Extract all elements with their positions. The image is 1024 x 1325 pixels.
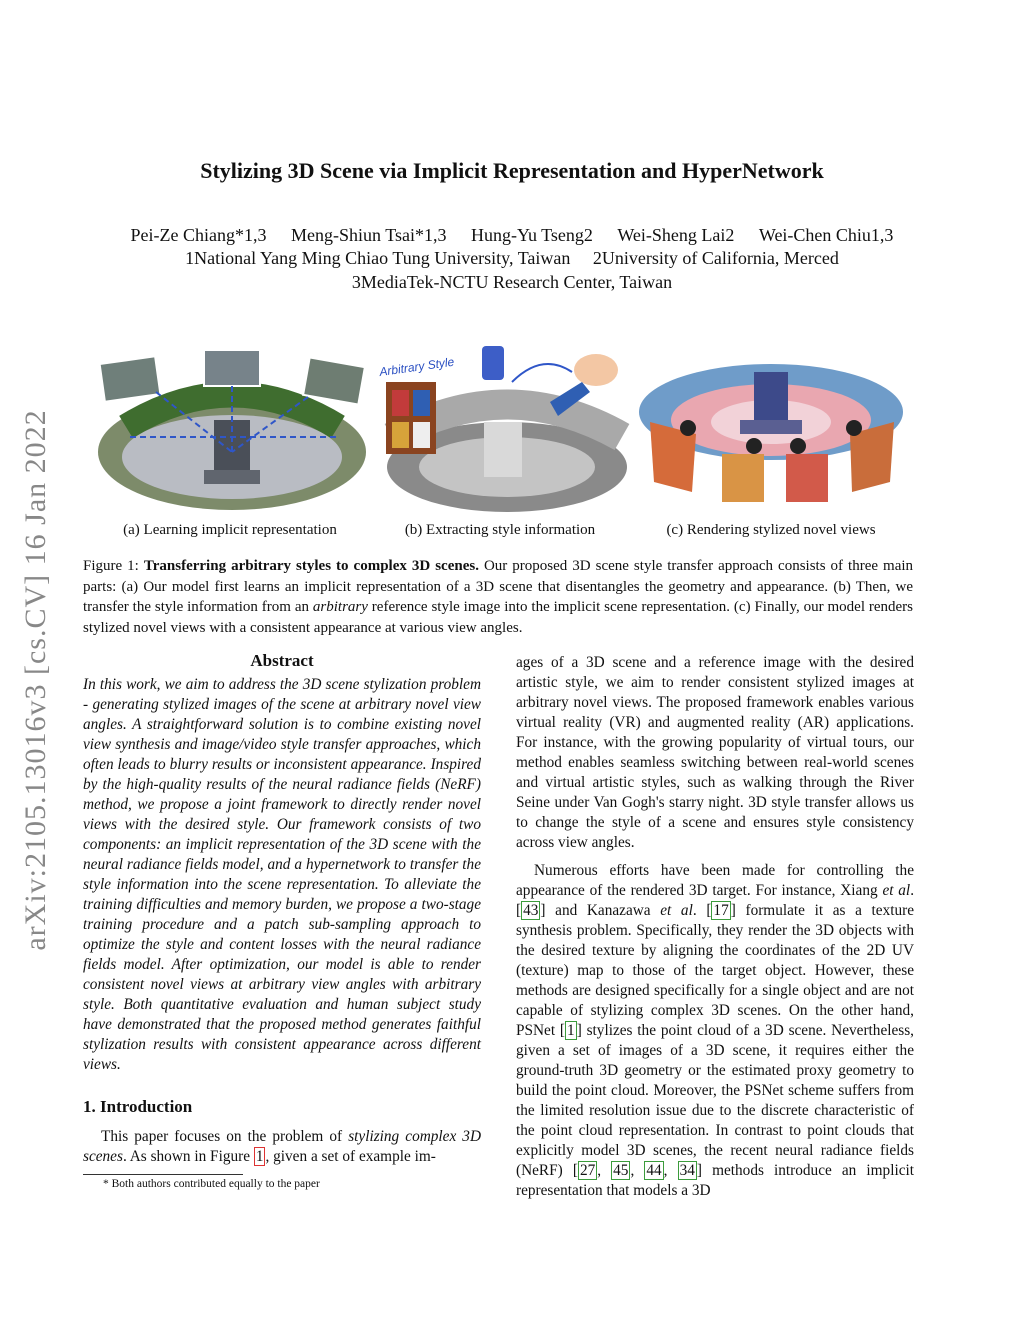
citation-link[interactable]: 43 (523, 902, 539, 919)
figure-caption-prefix: Figure 1: (83, 558, 139, 574)
figure-reference-link[interactable]: 1 (255, 1148, 264, 1165)
text-italic: et al (660, 902, 693, 919)
arxiv-id: arXiv:2105.13016v3 [cs.CV] 16 Jan 2022 (19, 409, 52, 951)
text: Numerous efforts have been made for controlling the appearance of the rendered 3D target. For instance, Xiang (516, 862, 914, 899)
abstract-heading: Abstract (250, 651, 314, 670)
abstract-text: In this work, we aim to address the 3D scene stylization problem - generating stylized images of the scene at arbitrary novel view angles. A straightforward solution is to combine existing novel view synthesis and image/video style transfer approaches, which often leads to blurry results or inconsistent appearance. Inspired by the high-quality results of the neural radiance fields (NeRF) method, we propose a joint framework to directly render novel views with the desired style. Our framework consists of two components: an implicit representation of the 3D scene with the neural radiance fields model, and a hypernetwork to transfer the style information into the scene representation. To alleviate the training difficulties and memory burden, we propose a two-stage training procedure and a patch sub-sampling approach to optimize the style and content losses with the neural radiance fields model. After optimization, our model is able to render consistent novel views at arbitrary view angles with arbitrary style. Both quantitative evaluation and human subject study have demonstrated that the proposed method generates faithful stylization results with consistent appearance across different views. (83, 676, 481, 1073)
affiliation-line-2: 3MediaTek-NCTU Research Center, Taiwan (351, 272, 673, 292)
panel-b-caption: (b) Extracting style information (404, 522, 596, 538)
figure-panel-a (96, 342, 368, 517)
text: stylizes the point cloud of a 3D scene. Nevertheless, given a set of images of a 3D scene, it requires either the ground-truth 3D geometry or the estimated proxy geometry to build the point cloud. Moreover, the PSNet scheme suffers from the limited resolution issue due to the discrete characteristic of the point cloud representation. In contrast to point clouds that explicitly model 3D scenes, the recent neural radiance fields (NeRF) (516, 1022, 915, 1179)
citation-link[interactable]: 27 (579, 1162, 596, 1179)
author: Hung-Yu Tseng2 (470, 225, 593, 245)
author: Meng-Shiun Tsai*1,3 (291, 225, 447, 245)
author: Wei-Sheng Lai2 (617, 225, 735, 245)
text: , given a set of example im- (265, 1148, 436, 1165)
text: . As shown in Figure (122, 1148, 250, 1165)
panel-a-caption: (a) Learning implicit representation (123, 522, 337, 538)
figure-caption-bold: Transferring arbitrary styles to complex 3D scenes. (143, 558, 479, 574)
figure-caption-italic: arbitrary (312, 599, 368, 615)
paragraph: ages of a 3D scene and a reference image with the desired artistic style, we aim to render consistent stylized images at arbitrary novel views. The proposed framework enables various virtual reality (VR) and augmented reality (AR) applications. For instance, with the growing popularity of virtual tours, our method enables seamless switching between real-world scenes and virtual artistic styles, such as walking through the River Seine under Van Gogh's starry night. 3D style transfer allows us to change the style of a scene and ensures style consistency across view angles. (516, 654, 914, 851)
affiliation-line-1: 1National Yang Ming Chiao Tung University, Taiwan 2University of California, Merced (185, 248, 839, 268)
figure-panel-c (636, 342, 906, 517)
panel-c-caption: (c) Rendering stylized novel views (666, 522, 876, 538)
figure-caption-text: reference style image into the implicit scene representation. (c) Finally, our model renders stylized novel views with a consistent appearance at various view angles. (83, 599, 914, 636)
figure-caption (83, 556, 913, 638)
citation-link[interactable]: 44 (646, 1162, 662, 1179)
citation-link[interactable]: 34 (679, 1162, 695, 1179)
author-list (0, 223, 1024, 247)
arxiv-sidebar (18, 340, 54, 1020)
footnote: * Both authors contributed equally to the paper (103, 1178, 320, 1190)
right-column (516, 653, 914, 1201)
text-italic: stylizing complex 3D scenes (83, 1128, 481, 1165)
text: and Kanazawa (555, 902, 651, 919)
paragraph: Numerous efforts have been made for controlling the appearance of the rendered 3D target. For instance, Xiang et al. [ 43 ] and Kanazawa et al. [ 17 ] formulate it as a texture synthesis problem. Specifically, they render the 3D objects with the desired texture by aligning the coordinates of the 2D UV (texture) map to those of the target object. However, these methods are designed specifically for a single object and are not capable of stylizing complex 3D scenes. On the other hand, PSNet [ 1 ] stylizes the point cloud of a 3D scene. Nevertheless, given a set of images of a 3D scene, it requires either the ground-truth 3D geometry or the estimated proxy geometry to build the point cloud. Moreover, the PSNet scheme suffers from the limited resolution issue due to the discrete characteristic of the point cloud representation. In contrast to point clouds that explicitly model 3D scenes, the recent neural radiance fields (NeRF) [ 27 , 45 , 44 , 34 ] methods introduce an implicit representation that models a 3D (516, 862, 915, 1199)
citation-link[interactable]: 17 (713, 902, 729, 919)
text: This paper focuses on the problem of (101, 1128, 343, 1145)
arbitrary-style-label: Arbitrary Style (378, 354, 456, 379)
citation-link[interactable]: 45 (613, 1162, 629, 1179)
text: formulate it as a texture synthesis problem. Specifically, they render the 3D objects with the desired texture by aligning the coordinates of the 2D UV (texture) map to those of the target object. However, these methods are designed specifically for a single object and are not capable of stylizing complex 3D scenes. On the other hand, PSNet (516, 902, 915, 1039)
intro-paragraph (83, 1127, 481, 1167)
section-heading-introduction: 1. Introduction (83, 1097, 193, 1116)
footnote-divider (83, 1174, 243, 1175)
author: Pei-Ze Chiang*1,3 (130, 225, 267, 245)
figure-panel-b (372, 342, 634, 517)
text-italic: et al (882, 882, 911, 899)
citation-link[interactable]: 1 (567, 1022, 575, 1039)
paper-title: Stylizing 3D Scene via Implicit Representation and HyperNetwork (200, 158, 824, 183)
text: methods introduce an implicit representation that models a 3D (516, 1162, 914, 1199)
figure-caption-text: Our proposed 3D scene style transfer approach consists of three main parts: (a) Our model first learns an implicit representation of a 3D scene that disentangles the geometry and appearance. (b) Then, we transfer the style information from an (83, 558, 914, 615)
author: Wei-Chen Chiu1,3 (758, 225, 894, 245)
